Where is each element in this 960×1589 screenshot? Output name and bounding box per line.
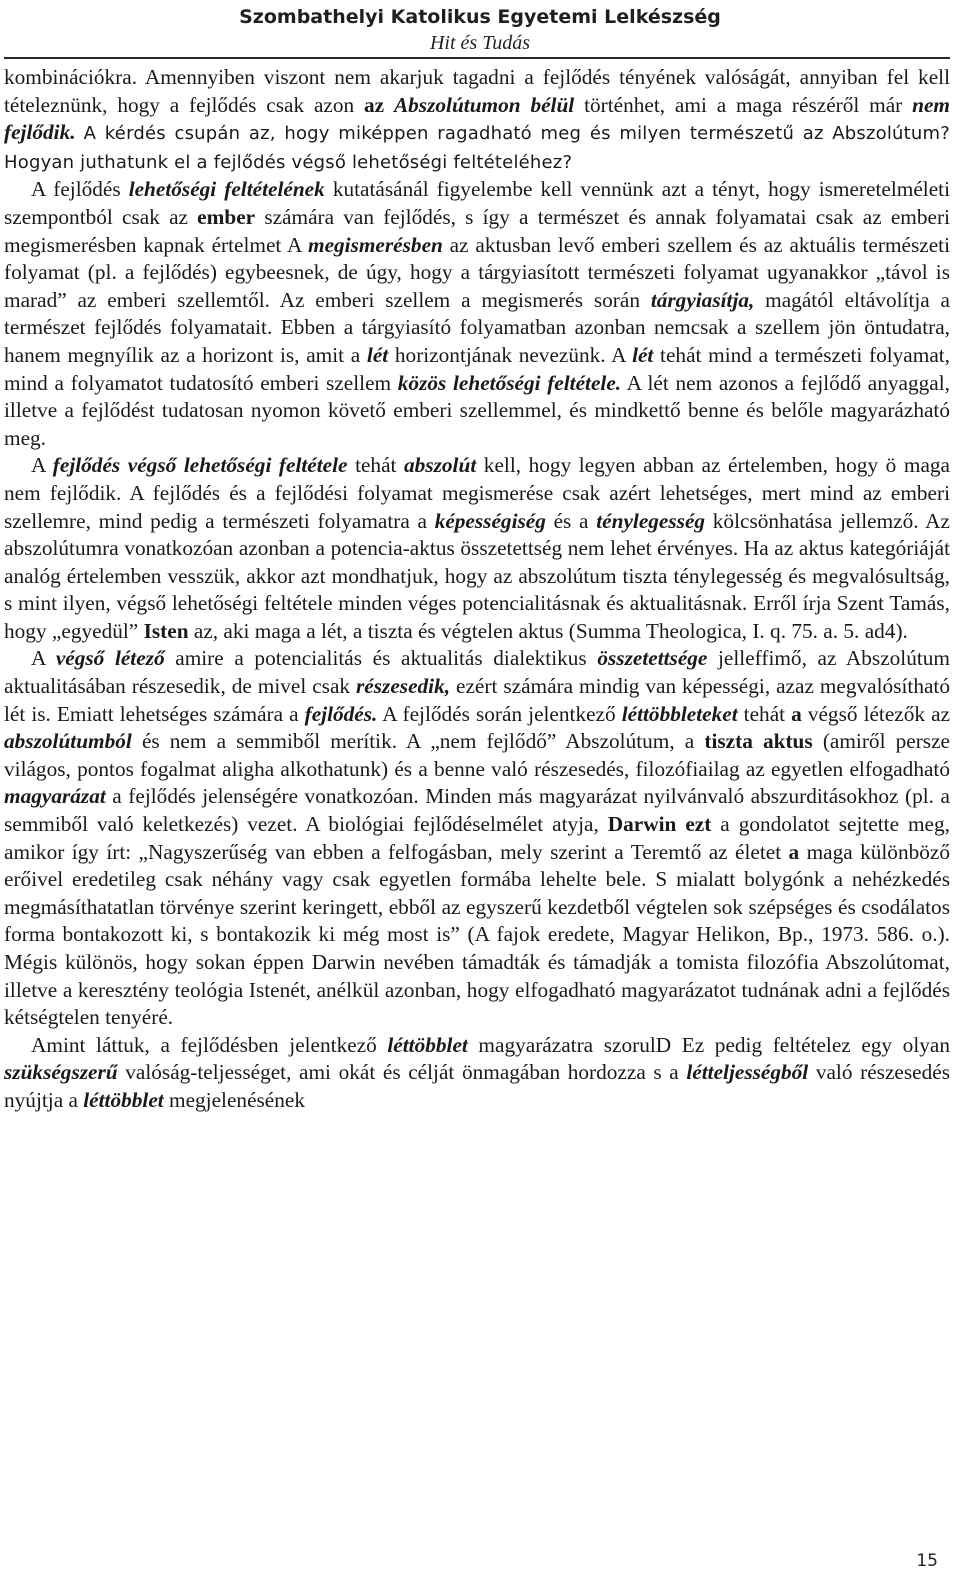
emphasized-term: léttöbblet: [387, 1032, 468, 1057]
sans-text-run: Hogyan juthatunk el a fejlődés végső lehetőségi feltételéhez?: [4, 151, 573, 173]
text-run: megjelenésének: [163, 1087, 306, 1112]
emphasized-term: léttöbbleteket: [621, 701, 738, 726]
emphasized-term: abszolútumból: [4, 729, 132, 754]
header-organization: Szombathelyi Katolikus Egyetemi Lelkészség: [239, 6, 721, 28]
header-subtitle: Hit és Tudás: [429, 32, 531, 54]
page-number: 15: [916, 1551, 938, 1571]
text-run: történhet, ami a maga részéről már: [574, 92, 913, 117]
text-run: [76, 120, 84, 144]
emphasized-term: lét: [366, 342, 389, 367]
text-run: és a: [545, 508, 597, 533]
emphasized-term: magyarázat: [4, 784, 106, 809]
bold-term: a: [791, 701, 802, 726]
page-header: [0, 0, 960, 55]
paragraph-3: [4, 452, 950, 645]
paragraph-5: [4, 1032, 950, 1115]
paragraph-4: [4, 645, 950, 1031]
text-run: horizontjának nevezünk. A: [388, 342, 633, 367]
emphasized-term: nem fejlődik.: [4, 92, 950, 145]
text-run: végső létezők az: [801, 701, 951, 726]
emphasized-term: végső létező: [55, 646, 165, 671]
text-run: tehát mind a természeti folyamat, mind a folyamatot tudatosító emberi szellem: [4, 342, 951, 395]
emphasized-term: összetettsége: [597, 646, 708, 671]
bold-term: ember: [197, 204, 256, 229]
bold-term: az: [364, 92, 385, 117]
bold-term: Darwin ezt: [607, 812, 712, 837]
document-body: [4, 64, 950, 1115]
text-run: az aktusban levő emberi szellem és az aktuális természeti folyamat (pl. a fejlődés) egybeesnek, de úgy, hogy a tárgyiasított természeti folyamat ugyanakkor „távol is marad” az emberi szellemtől. Az emberi szellem a megismerés során: [4, 232, 950, 312]
emphasized-term: képességiség: [434, 508, 546, 533]
text-run: A: [31, 646, 56, 671]
text-run: ezért számára mindig van képességi, azaz megvalósítható lét is. Emiatt lehetséges számára a: [4, 674, 950, 726]
text-run: a gondolatot sejtette meg, amikor így írt: „Nagyszerűség van ebben a felfogásban, mely szerint a Teremtő az életet: [4, 812, 950, 864]
text-run: valóság-teljességet, ami okát és célját önmagában hordozza s a: [117, 1060, 687, 1085]
emphasized-term: fejlődés.: [304, 701, 378, 726]
text-run: A fejlődés: [31, 177, 129, 202]
emphasized-term: Abszolútumon bélül: [393, 92, 575, 117]
emphasized-term: közös lehetőségi feltétele.: [397, 370, 622, 395]
header-divider: [4, 57, 950, 59]
text-run: maga különböző erőivel eredetileg csak néhány vagy csak egyetlen formába lehelte bele. S mialatt bolygónk a nehézkedés megmásíthatatlan törvénye szerint keringett, ebből az egyszerű kezdetből végtelen sok szépséges és csodálatos forma bontakozott ki, s bontakozik ki még most is” (A fajok eredete, Magyar Helikon, Bp., 1973. 586. o.). Mégis különös, hogy sokan éppen Darwin nevében támadták és támadják a tomista filozófia Abszolútomat, illetve a keresztény teológia Istenét, anélkül azonban, hogy elfogadható magyarázatot tudnának adni a fejlődés kétségtelen tenyéré.: [4, 839, 950, 1030]
text-run: kutatásánál figyelembe kell vennünk azt a tényt, hogy ismeretelméleti szempontból csak az: [4, 177, 950, 229]
bold-term: Isten: [143, 618, 189, 643]
text-run: való részesedés nyújtja a: [4, 1060, 950, 1112]
emphasized-term: szükségszerű: [4, 1060, 118, 1085]
text-run: magától eltávolítja a természet fejlődés folyamatait. Ebben a tárgyiasító folyamatban azonban nemcsak a szellem jön öntudatra, hanem megnyílik az a horizont is, amit a: [4, 287, 950, 367]
text-run: a fejlődés jelenségére vonatkozóan. Minden más magyarázat nyilvánvaló abszurditásokhoz (pl. a semmiből való keletkezés) vezet. A biológiai fejlődéselmélet atyja,: [4, 784, 950, 837]
emphasized-term: tárgyiasítja,: [650, 287, 755, 312]
text-run: magyarázatra szorulD Ez pedig feltételez egy olyan: [467, 1032, 950, 1057]
text-run: kell, hogy legyen abban az értelemben, hogy ö maga nem fejlődik. A fejlődés és a fejlődési folyamat megismerése csak azért lehetséges, mert mind az emberi szellemre, mind pedig a természeti folyamatra a: [4, 453, 950, 533]
text-run: (amiről persze világos, pontos fogalmat aligha alkothatunk) és a benne való részesedés, filozófiailag az egyetlen elfogadható: [4, 729, 950, 781]
text-run: az, aki maga a lét, a tiszta és végtelen aktus (Summa Theologica, I. q. 75. a. 5. ad4).: [188, 618, 908, 643]
emphasized-term: abszolút: [404, 453, 477, 478]
emphasized-term: ténylegesség: [596, 508, 706, 533]
bold-term: tiszta aktus: [704, 729, 813, 754]
text-run: [384, 93, 394, 117]
text-run: Amint láttuk, a fejlődésben jelentkező: [31, 1032, 388, 1057]
emphasized-term: léttöbblet: [83, 1087, 164, 1112]
text-run: kombinációkra. Amennyiben viszont nem akarjuk tagadni a fejlődés tényének valóságát, annyiban fel kell tételeznünk, hogy a fejlődés csak azon: [4, 65, 950, 117]
bold-term: a: [788, 839, 800, 864]
emphasized-term: fejlődés végső lehetőségi feltétele: [52, 453, 348, 478]
text-run: tehát: [737, 701, 792, 726]
text-run: tehát: [347, 453, 405, 478]
paragraph-1: [4, 64, 950, 176]
text-run: A: [31, 453, 53, 478]
emphasized-term: lehetőségi feltételének: [128, 177, 325, 202]
sans-text-run: A kérdés csupán az, hogy miképpen ragadható meg és milyen természetű az Abszolútum?: [83, 123, 950, 145]
text-run: jelleffimő, az Abszolútum aktualitásában részesedik, de mivel csak: [4, 646, 950, 699]
emphasized-term: megismerésben: [308, 232, 443, 257]
emphasized-term: létteljességből: [686, 1060, 809, 1085]
emphasized-term: részesedik,: [356, 674, 451, 699]
text-run: amire a potencialitás és aktualitás dialektikus: [164, 646, 598, 671]
emphasized-term: lét: [632, 342, 654, 367]
text-run: A lét nem azonos a fejlődő anyaggal, illetve a fejlődést tudatosan nyomon követő emberi szellemmel, és mindkettő benne és belőle magyarázható meg.: [4, 370, 950, 450]
paragraph-2: [4, 176, 950, 452]
text-run: számára van fejlődés, s így a természet és annak folyamatai csak az emberi megismerésben kapnak értelmet A: [4, 204, 950, 257]
text-run: és nem a semmiből merítik. A „nem fejlődő” Abszolútum, a: [131, 729, 705, 754]
text-run: A fejlődés során jelentkező: [377, 701, 622, 726]
text-run: kölcsönhatása jellemző. Az abszolútumra vonatkozóan azonban a potencia-aktus összetettség nem lehet érvényes. Ha az aktus kategóriáját analóg értelemben vesszük, akkor azt mondhatjuk, hogy az abszolútum tiszta ténylegesség és megvalósultság, s mint ilyen, végső lehetőségi feltétele minden véges potencialitásnak és aktualitásnak. Erről írja Szent Tamás, hogy „egyedül”: [4, 508, 950, 643]
